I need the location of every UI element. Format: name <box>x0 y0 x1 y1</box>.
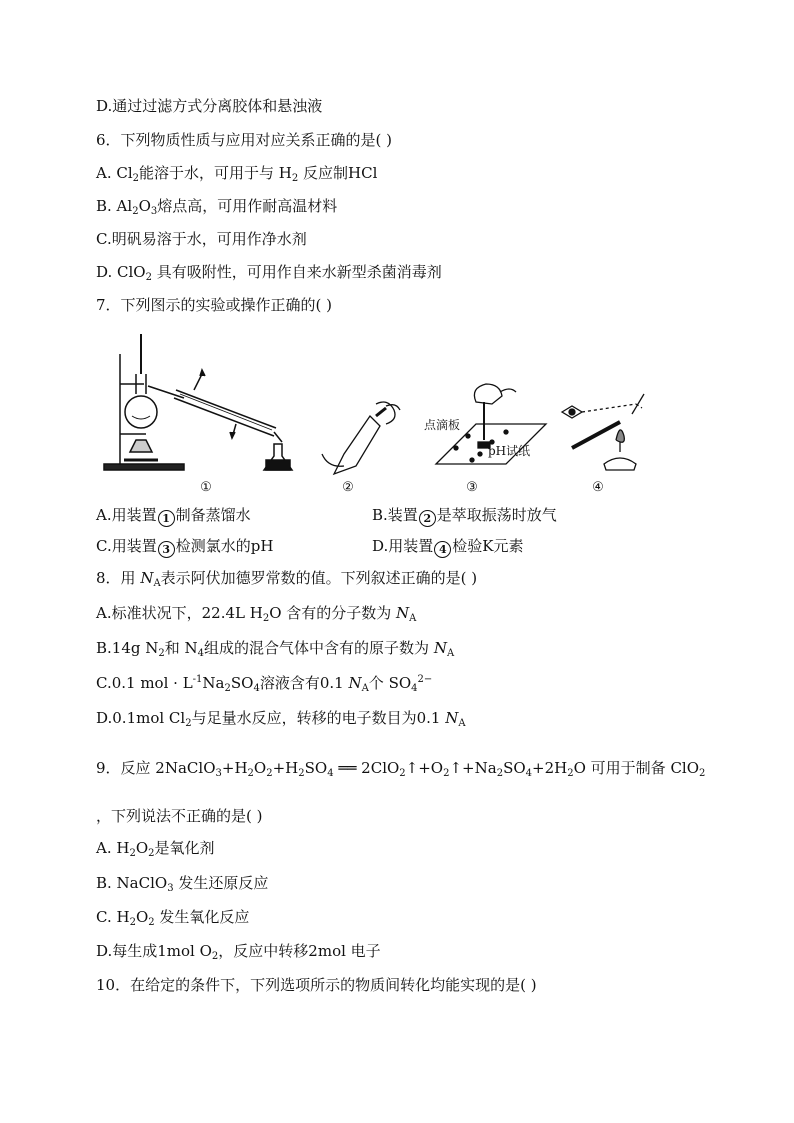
q9-option-c: C. $H_2O_2$ 发生氧化反应 <box>96 908 250 928</box>
figure-label-4: ④ <box>592 480 604 495</box>
circled-number-4: 4 <box>434 541 451 558</box>
receiving-flask <box>264 444 292 470</box>
q7-option-a: A.用装置 1 制备蒸馏水 <box>96 506 251 525</box>
spot-plate-label: 点滴板 <box>424 418 461 432</box>
q9-option-b: B. NaClO$_3$ 发生还原反应 <box>96 874 269 894</box>
q8-stem: 8．用 $N_A$表示阿伏加德罗常数的值。下列叙述正确的是( ) <box>96 569 478 589</box>
q6-option-d: D. ClO$_2$ 具有吸附性，可用作自来水新型杀菌消毒剂 <box>96 263 442 283</box>
q9-option-a: A. $H_2O_2$是氧化剂 <box>96 839 215 859</box>
q6-option-c: C.明矾易溶于水，可用作净水剂 <box>96 230 307 248</box>
q7-stem: 7．下列图示的实验或操作正确的( ) <box>96 296 333 314</box>
circled-number-2: 2 <box>419 510 436 527</box>
q6-option-a: A. $Cl_2$能溶于水，可用于与 $H_2$ 反应制HCl <box>96 164 378 184</box>
q10-stem: 10．在给定的条件下，下列选项所示的物质间转化均能实现的是( ) <box>96 976 537 994</box>
ph-paper-label: pH试纸 <box>488 444 531 458</box>
q6-stem: 6．下列物质性质与应用对应关系正确的是( ) <box>96 131 393 149</box>
q8-option-c: C.0.1 mol · $L^{-1}Na_2SO_4$溶液含有0.1 $N_A$个 $SO_4^{2-}$ <box>96 674 433 694</box>
q9-stem-continued: ，下列说法不正确的是( ) <box>96 807 263 825</box>
figure-label-3: ③ <box>466 480 478 495</box>
q7-option-c: C.用装置 3 检测氯水的pH <box>96 537 274 556</box>
apparatus-drawings <box>96 324 696 484</box>
q5-option-d: D.通过过滤方式分离胶体和悬浊液 <box>96 97 323 115</box>
q7-option-b: B.装置 2 是萃取振荡时放气 <box>372 506 557 525</box>
q8-option-d: D.0.1mol $Cl_2$与足量水反应，转移的电子数目为0.1 $N_A$ <box>96 709 466 729</box>
separatory-funnel <box>322 402 400 474</box>
circled-number-1: 1 <box>158 510 175 527</box>
figure-label-1: ① <box>200 480 212 495</box>
circled-number-3: 3 <box>158 541 175 558</box>
q6-option-b: B. $Al_2O_3$熔点高，可用作耐高温材料 <box>96 197 338 217</box>
q9-equation: 9．反应 $2NaClO_3+H_2O_2+H_2SO_4$ ══ $2ClO_2↑+O_2↑+Na_2SO_4+2H_2O$ 可用于制备 ClO$_2$ <box>96 759 706 779</box>
q8-option-b: B.14g $N_2$和 $N_4$组成的混合气体中含有的原子数为 $N_A$ <box>96 639 455 659</box>
q7-apparatus-figure <box>96 324 696 496</box>
figure-label-2: ② <box>342 480 354 495</box>
q7-option-d: D.用装置 4 检验K元素 <box>372 537 524 556</box>
distillation-apparatus <box>104 334 292 470</box>
flame-test-apparatus <box>562 394 644 470</box>
condenser-tube <box>174 370 282 442</box>
q8-option-a: A.标准状况下，22.4L $H_2O$ 含有的分子数为 $N_A$ <box>96 604 417 624</box>
q9-option-d: D.每生成1mol $O_2$，反应中转移2mol 电子 <box>96 942 381 962</box>
